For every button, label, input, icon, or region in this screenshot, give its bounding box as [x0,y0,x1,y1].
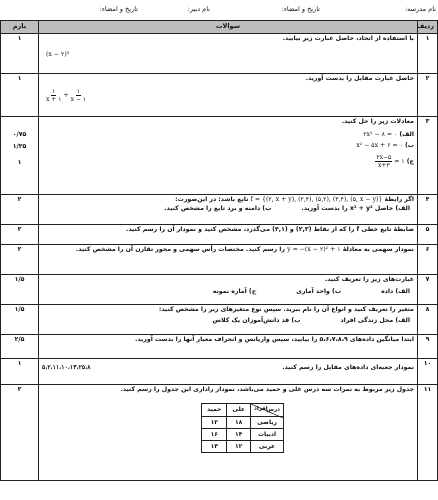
question-row [1,245,438,275]
question-body [39,359,418,385]
question-score: ۱/۵ [1,305,39,335]
question-body: نمودار سهمی به معادلهٔ y = −(x − ۲)² + ۱ را رسم کنید. مختصات رأس سهمی و محور تقارن آن را مشخص کنید. [39,245,418,275]
person-header: حمید [202,403,227,416]
score-table [201,403,284,453]
question-number: ۳ [418,117,438,195]
question-body: ابتدا میانگین داده‌های ۵،۶،۷،۸،۹ را بیابید، سپس واریانس و انحراف معیار آنها را بدست آورید. [39,335,418,359]
column-questions: سوالات [39,21,418,34]
question-score: ۲ [1,385,39,481]
equation-item: ج) $\frac{۲x-۵}{x+۳}$ = ۱ [376,153,414,169]
question-text: با استفاده از اتحاد، حاصل عبارت زیر بیابید. [282,35,414,42]
parabola-equation: y = −(x − ۲)² + ۱ [287,246,341,253]
question-number: ۸ [418,305,438,335]
question-row [1,225,438,245]
question-row [1,275,438,305]
question-score: ۲ [1,195,39,225]
fraction-1: $\frac{۱}{x + ۱}$ [46,87,62,103]
question-row [1,117,438,195]
question-number: ۱۱ [418,385,438,481]
person-header: علی [227,403,251,416]
teacher-sign-label: تاریخ و امضاء: [281,5,320,13]
question-row [1,359,438,385]
question-score: ۲ [1,245,39,275]
question-body [39,74,418,117]
question-row [1,385,438,481]
question-row [1,195,438,225]
question-text: حاصل عبارت مقابل را بدست آورید. [305,75,414,82]
question-number: ۵ [418,225,438,245]
data-values: ۵،۲،۱۱،۱۰،۱۳،۲۵،۸ [42,364,91,371]
sub-question-b: ب) دامنه و برد تابع را مشخص کنید. [164,204,272,212]
sub-question-a: الف) حاصل x² + y² را بدست آورید. [301,204,410,212]
table-header-row [1,21,438,34]
question-score: ۱ [1,359,39,385]
question-number: ۱۰ [418,359,438,385]
fraction-2: $\frac{۱}{x - ۱}$ [70,87,87,103]
exam-table [0,20,438,481]
question-number: ۲ [418,74,438,117]
question-body [39,385,418,481]
table-row: ادبیات ۱۴ ۱۶ [202,428,284,440]
question-body [39,117,418,195]
question-score: ۱/۵ [1,275,39,305]
question-score: ۱ [1,74,39,117]
question-number: ۶ [418,245,438,275]
table-row: عربی ۱۲ ۱۴ [202,440,284,452]
question-body [39,34,418,74]
question-row [1,74,438,117]
question-score: ۲ [1,225,39,245]
teacher-sign-label-2: تاریخ و امضاء: [99,5,138,13]
question-row [1,305,438,335]
equation-item: الف) ۲x² − ۸ = ۰ [363,130,414,138]
question-text: جدول زیر مربوط به نمرات سه درس علی و حمید می‌باشد، نمودار راداری این جدول را رسم کنید. [120,386,414,393]
question-number: ۷ [418,275,438,305]
question-row [1,335,438,359]
question-number: ۹ [418,335,438,359]
school-label: نام مدرسه: [404,5,436,13]
question-text: نمودار جعبه‌ای داده‌های مقابل را رسم کنید. [282,364,414,371]
question-score: ۱ [1,34,39,74]
column-score: بارم [1,21,39,34]
question-body: ضابطهٔ تابع خطی f را که از نقاط (۲,۳) و (۴,۱) می‌گذرد، مشخص کنید و نمودار آن را رسم کنید. [39,225,418,245]
column-rad: ردیف [418,21,438,34]
teacher-label: نام دبیر: [187,5,210,13]
question-text: متغیر را تعریف کنید و انواع آن را نام ببرید. سپس نوع متغیرهای زیر را مشخص کنید: [158,306,414,313]
exam-header [0,0,438,20]
question-body: متغیر را تعریف کنید و انواع آن را نام ببرید. سپس نوع متغیرهای زیر را مشخص کنید: الف) محل زندگی افراد ب) قد دانش‌آموزان یک کلاس [39,305,418,335]
question-number: ۱ [418,34,438,74]
table-row: ریاضی ۱۸ ۱۲ [202,416,284,428]
question-body: اگر رابطهٔ f = {(۲, x + y), (۲,۴), (۵,۲), (۳,۴), (۵, x − y)} تابع باشد: در این‌صورت: الف) حاصل x² + y² را بدست آورید. ب) دامنه و برد تابع را مشخص کنید. [39,195,418,225]
function-set: f = {(۲, x + y), (۲,۴), (۵,۲), (۳,۴), (۵, x − y)} [250,196,383,203]
question-body: عبارت‌های زیر را تعریف کنید. الف) داده ب) واحد آماری ج) آماره نمونه [39,275,418,305]
question-row [1,34,438,74]
math-expression: (x − ۲)³ [46,50,70,58]
question-number: ۴ [418,195,438,225]
question-text: معادلات زیر را حل کنید. [341,118,414,125]
question-text: عبارت‌های زیر را تعریف کنید. [324,276,414,283]
question-score: ۲/۵ [1,335,39,359]
question-score: ۰/۷۵ ۱/۲۵ ۱ [1,117,39,195]
equation-item: ب) x² − ۵x + ۶ = ۰ [356,142,414,149]
score-table-header [202,403,284,416]
corner-cell: افراد درس [251,403,284,416]
fraction-sum: $\frac{۱}{x + ۱}$ + $\frac{۱}{x - ۱}$ [46,87,87,103]
